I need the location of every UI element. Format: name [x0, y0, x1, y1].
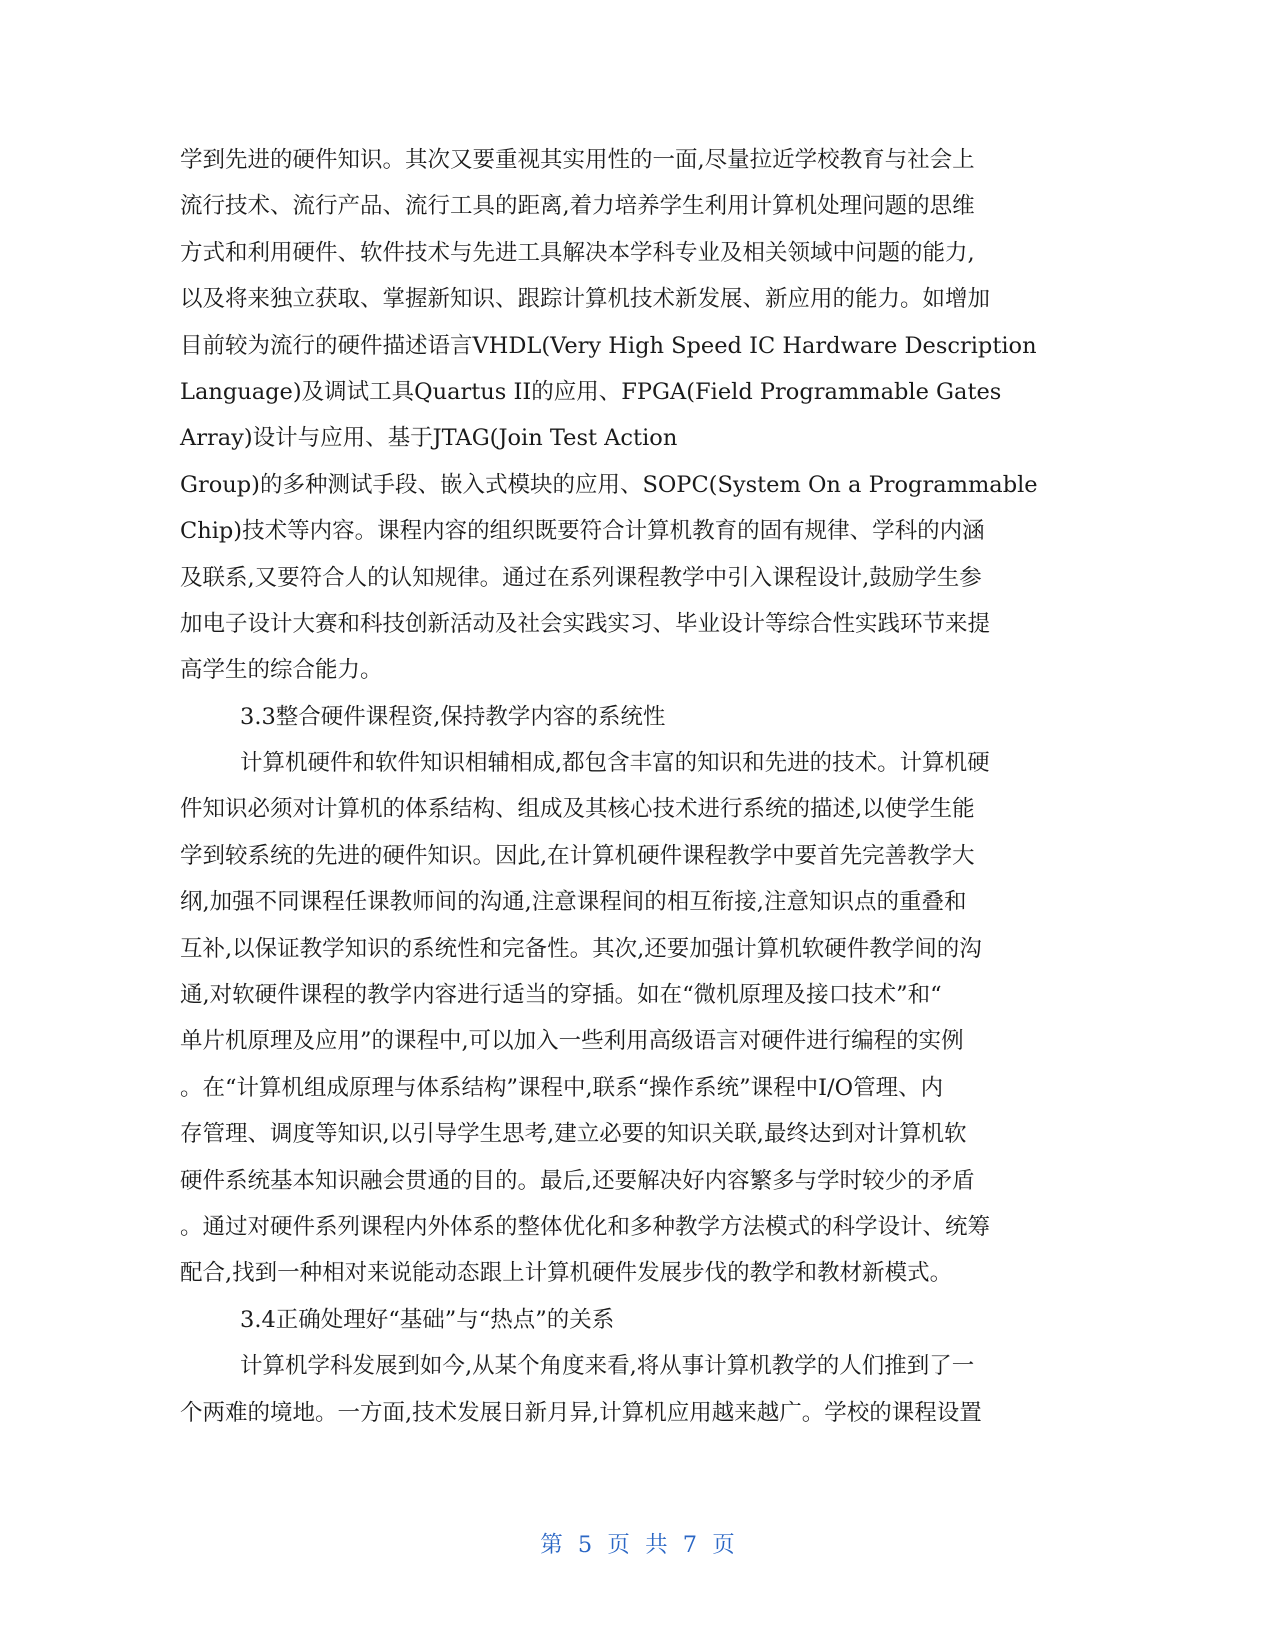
text-line: 学到较系统的先进的硬件知识。因此,在计算机硬件课程教学中要首先完善教学大 — [180, 842, 975, 869]
footer-label-page: 第 — [540, 1532, 563, 1558]
footer-label-unit-2: 页 — [712, 1532, 735, 1558]
text-line: Chip)技术等内容。课程内容的组织既要符合计算机教育的固有规律、学科的内涵 — [180, 518, 985, 545]
text-line: Array)设计与应用、基于JTAG(Join Test Action — [180, 425, 678, 452]
text-line: 。通过对硬件系列课程内外体系的整体优化和多种教学方法模式的科学设计、统筹 — [180, 1213, 991, 1240]
document-body — [180, 137, 1050, 1436]
footer-label-unit: 页 — [607, 1532, 630, 1558]
text-line: 单片机原理及应用”的课程中,可以加入一些利用高级语言对硬件进行编程的实例 — [180, 1028, 964, 1055]
text-line: 存管理、调度等知识,以引导学生思考,建立必要的知识关联,最终达到对计算机软 — [180, 1121, 967, 1148]
footer-label-total: 共 — [645, 1532, 668, 1558]
text-line: 3.4正确处理好“基础”与“热点”的关系 — [240, 1306, 615, 1333]
text-line: Language)及调试工具Quartus II的应用、FPGA(Field Programmable Gates — [180, 378, 1002, 405]
text-line: 硬件系统基本知识融会贯通的目的。最后,还要解决好内容繁多与学时较少的矛盾 — [180, 1167, 975, 1194]
footer-total-pages: 7 — [682, 1532, 698, 1558]
text-line: Group)的多种测试手段、嵌入式模块的应用、SOPC(System On a Programmable — [180, 471, 1038, 498]
text-line: 计算机硬件和软件知识相辅相成,都包含丰富的知识和先进的技术。计算机硬 — [240, 750, 990, 777]
footer-current-page: 5 — [577, 1532, 593, 1558]
text-line: 计算机学科发展到如今,从某个角度来看,将从事计算机教学的人们推到了一 — [240, 1353, 975, 1380]
text-line: 目前较为流行的硬件描述语言VHDL(Very High Speed IC Hardware Description — [180, 332, 1037, 359]
text-line: 。在“计算机组成原理与体系结构”课程中,联系“操作系统”课程中I/O管理、内 — [180, 1074, 944, 1101]
text-line: 加电子设计大赛和科技创新活动及社会实践实习、毕业设计等综合性实践环节来提 — [180, 610, 991, 637]
text-line: 件知识必须对计算机的体系结构、组成及其核心技术进行系统的描述,以使学生能 — [180, 796, 975, 823]
text-line: 通,对软硬件课程的教学内容进行适当的穿插。如在“微机原理及接口技术”和“ — [180, 982, 942, 1009]
text-line: 配合,找到一种相对来说能动态跟上计算机硬件发展步伐的教学和教材新模式。 — [180, 1260, 953, 1287]
text-line: 高学生的综合能力。 — [180, 657, 383, 684]
text-line: 3.3整合硬件课程资,保持教学内容的系统性 — [240, 703, 666, 730]
text-line: 学到先进的硬件知识。其次又要重视其实用性的一面,尽量拉近学校教育与社会上 — [180, 147, 975, 173]
text-line: 方式和利用硬件、软件技术与先进工具解决本学科专业及相关领域中问题的能力, — [180, 239, 975, 266]
page-footer — [0, 1527, 1275, 1559]
text-line: 及联系,又要符合人的认知规律。通过在系列课程教学中引入课程设计,鼓励学生参 — [180, 564, 982, 591]
text-line: 流行技术、流行产品、流行工具的距离,着力培养学生利用计算机处理问题的思维 — [180, 193, 975, 220]
text-line: 互补,以保证教学知识的系统性和完备性。其次,还要加强计算机软硬件教学间的沟 — [180, 935, 982, 962]
text-line: 个两难的境地。一方面,技术发展日新月异,计算机应用越来越广。学校的课程设置 — [180, 1399, 982, 1426]
text-line: 以及将来独立获取、掌握新知识、跟踪计算机技术新发展、新应用的能力。如增加 — [180, 286, 991, 313]
text-line: 纲,加强不同课程任课教师间的沟通,注意课程间的相互衔接,注意知识点的重叠和 — [180, 889, 967, 916]
